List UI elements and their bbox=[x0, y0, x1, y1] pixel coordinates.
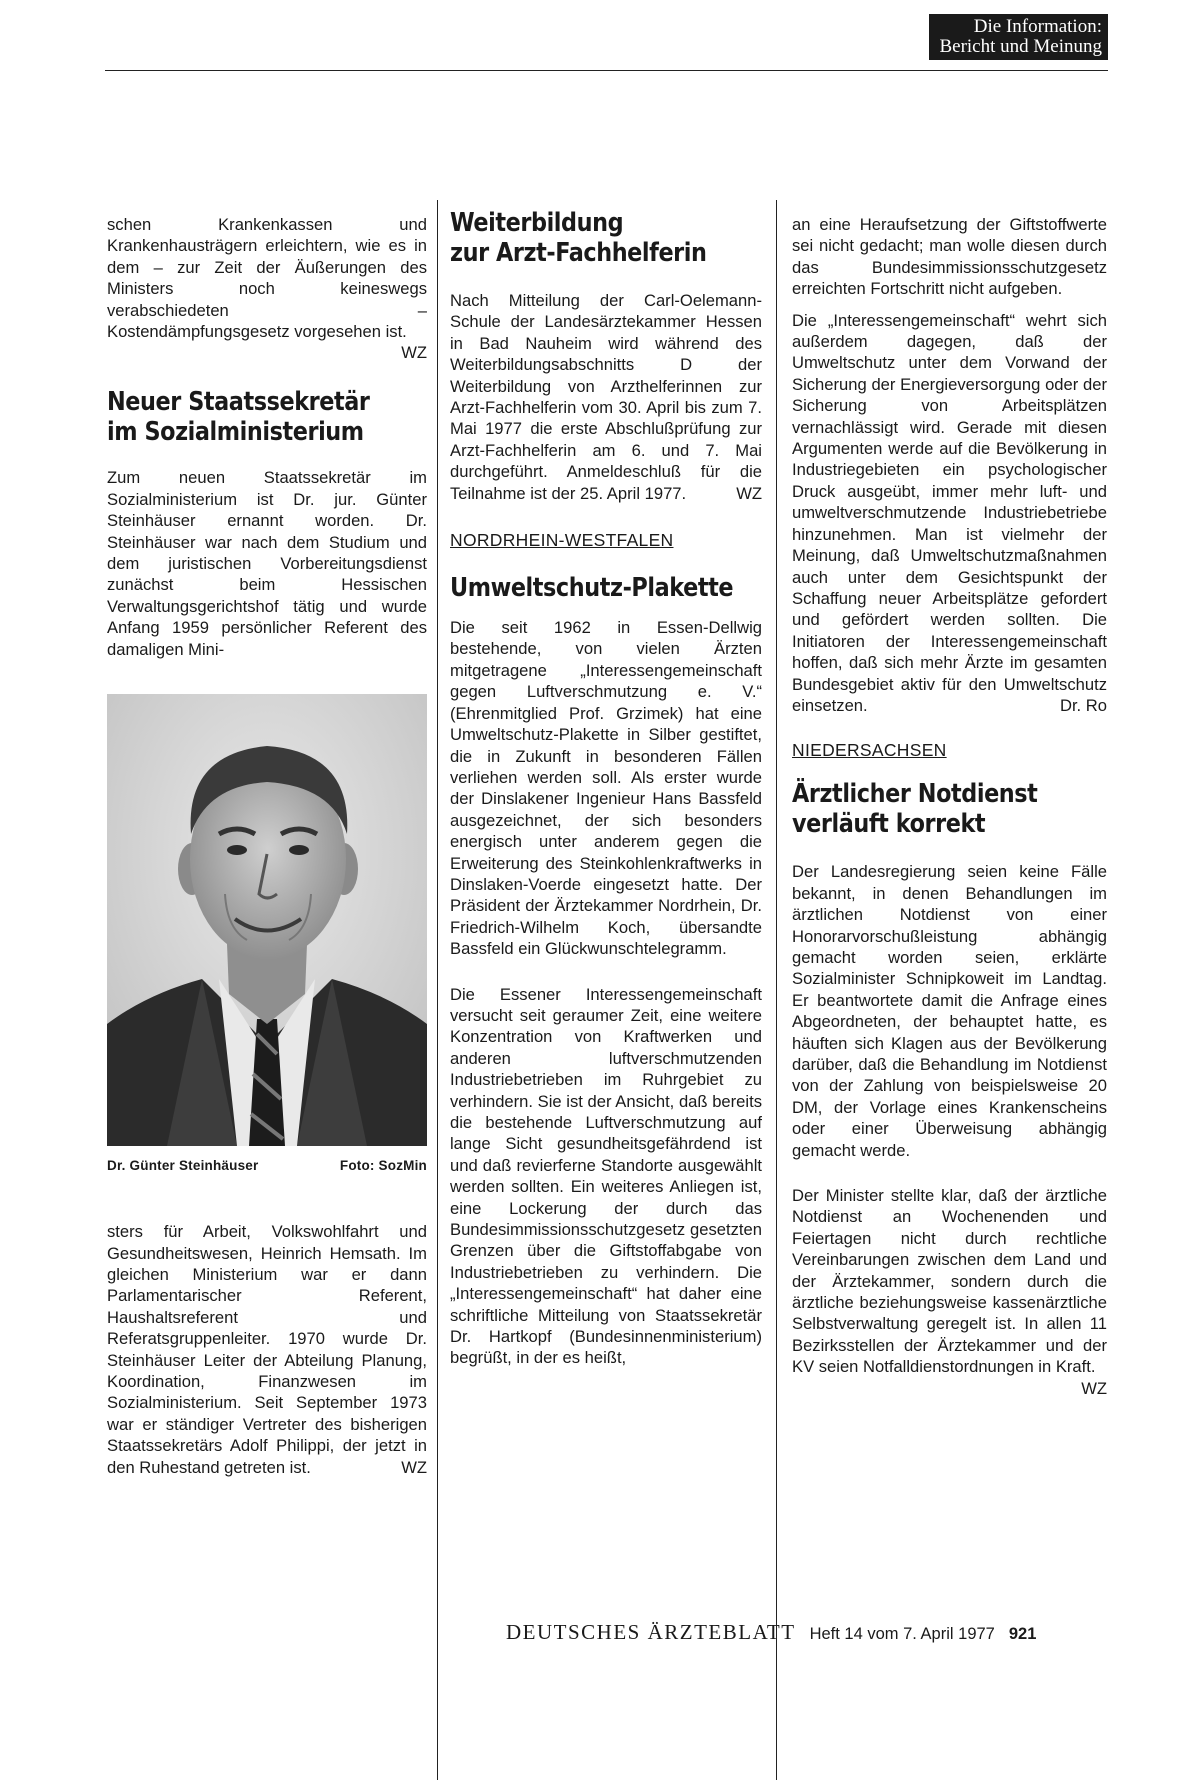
author-signature: WZ bbox=[736, 483, 762, 503]
photo-credit: Foto: SozMin bbox=[339, 1158, 427, 1174]
portrait-photo bbox=[107, 694, 427, 1146]
article-title: Neuer Staatssekretär im Sozialministerium bbox=[107, 387, 370, 448]
article-title: Umweltschutz-Plakette bbox=[450, 573, 734, 604]
article-paragraph: Die Essener Interessengemeinschaft versucht seit geraumer Zeit, eine weitere Konzentration von Kraftwerken und anderen luftverschmutzenden Industriebetrieben im Ruhrgebiet zu verhindern. Sie ist der Ansicht, daß bereits die bestehende Luftverschmutzung auf lange Sicht gesundheitsgefährdend ist und daß revierferne Standorte ausgewählt werden sollten. Ein weiteres Anliegen ist, eine Lockerung der durch das Bundesimmissionsschutzgesetz gesetzten Grenzen über die Giftstoffabgabe von Industriebetrieben zu verhindern. Die „Interessengemeinschaft“ hat daher eine schriftliche Mitteilung von Staatssekretär Dr. Hartkopf (Bundesinnenministerium) begrüßt, in der es heißt, bbox=[450, 984, 762, 1368]
article-notdienst bbox=[792, 779, 1107, 1398]
column-3 bbox=[792, 214, 1107, 1399]
column-2 bbox=[450, 208, 762, 1369]
article-staatssekretaer bbox=[107, 387, 427, 1478]
article-paragraph: sters für Arbeit, Volkswohlfahrt und Gesundheitswesen, Heinrich Hemsath. Im gleichen Ministerium war er dann Parlamentarischer Referent, Haushaltsreferent und Referatsgruppenleiter. 1970 wurde Dr. Steinhäuser Leiter der Abteilung Planung, Koordination, Finanzwesen im Sozialministerium. Seit September 1973 war er ständiger Vertreter des bisherigen Staatssekretärs Adolf Philippi, der jetzt in den Ruhestand getreten ist. WZ bbox=[107, 1222, 427, 1477]
article-paragraph: Nach Mitteilung der Carl-Oelemann-Schule der Landesärztekammer Hessen in Bad Nauheim wird während des Weiterbildungsabschnitts D der Weiterbildung von Arzthelferinnen zur Arzt-Fachhelferin vom 30. April bis zum 7. Mai 1977 die erste Abschlußprüfung zur Arzt-Fachhelferin am 6. und 7. Mai durchgeführt. Anmeldeschluß für die Teilnahme ist der 25. April 1977. WZ bbox=[450, 291, 762, 503]
column-divider-2 bbox=[776, 200, 777, 1780]
region-heading: NIEDERSACHSEN bbox=[792, 740, 947, 761]
column-1 bbox=[107, 214, 427, 1478]
article-umweltschutz bbox=[450, 573, 762, 1369]
article-paragraph: Der Minister stellte klar, daß der ärztliche Notdienst an Wochenenden und Feiertagen nicht durch rechtliche Vereinbarungen zwischen dem Land und der Ärztekammer, sondern durch die ärztliche beziehungsweise kassenärztliche Selbstverwaltung geregelt ist. In allen 11 Bezirksstellen der Ärztekammer und der KV seien Notfalldienstordnungen in Kraft. WZ bbox=[792, 1186, 1107, 1398]
photo-caption-name: Dr. Günter Steinhäuser bbox=[107, 1158, 259, 1174]
article-paragraph: Der Landesregierung seien keine Fälle bekannt, in denen Behandlungen im ärztlichen Notdienst von einer Honorarvorschußleistung abhängig gemacht worden seien, erklärte Sozialminister Schnipkoweit im Landtag. Er beantwortete damit die Anfrage eines Abgeordneten, der behauptet hatte, es häuften sich Klagen aus der Bevölkerung darüber, daß die Behandlung im Notdienst von der Zahlung von beispielsweise 20 DM, der Vorlage eines Krankenscheins oder einer Überweisung abhängig gemacht werde. bbox=[792, 862, 1107, 1160]
page-footer bbox=[506, 1620, 1104, 1645]
journal-name: DEUTSCHES ÄRZTEBLATT bbox=[506, 1620, 796, 1644]
author-signature: WZ bbox=[401, 1457, 427, 1477]
article-weiterbildung bbox=[450, 208, 762, 504]
top-rule bbox=[105, 70, 1108, 71]
issue-info: Heft 14 vom 7. April 1977 bbox=[809, 1625, 995, 1643]
continuation-text: schen Krankenkassen und Krankenhausträgern erleichtern, wie es in dem – zur Zeit der Äußerungen des Ministers noch keineswegs verabschiedeten – Kostendämpfungsgesetz vorgesehen ist. WZ bbox=[107, 215, 427, 363]
portrait-image bbox=[107, 694, 427, 1146]
author-signature: Dr. Ro bbox=[1059, 695, 1107, 715]
column-divider-1 bbox=[437, 200, 438, 1780]
continuation-text: an eine Heraufsetzung der Giftstoffwerte sei nicht gedacht; man wolle diesen durch das Bundesimmissionsschutzgesetz erreichten Fortschritt nicht aufgeben. bbox=[792, 215, 1107, 299]
section-tag-line1: Die Information: bbox=[973, 16, 1102, 37]
photo-caption bbox=[107, 1158, 427, 1173]
article-paragraph: Die „Interessengemeinschaft“ wehrt sich außerdem dagegen, daß der Umweltschutz unter dem Vorwand der Sicherung der Energieversorgung oder der Sicherung von Arbeitsplätzen vernachlässigt wird. Gerade mit diesen Argumenten werde auf die Bevölkerung in Industriegebieten ein psychologischer Druck ausgeübt, immer mehr luft- und umweltverschmutzende Industriebetriebe hinzunehmen. Man ist vielmehr der Meinung, daß Umweltschutzmaßnahmen auch unter dem Gesichtspunkt der Schaffung neuer Arbeitsplätze gefordert und gefördert werden sollten. Die Initiatoren der Interessengemeinschaft hoffen, daß sich mehr Ärzte im gesamten Bundesgebiet aktiv für den Umweltschutz einsetzen. Dr. Ro bbox=[792, 310, 1107, 715]
section-tag bbox=[929, 14, 1108, 60]
page-number: 921 bbox=[1008, 1625, 1037, 1643]
article-paragraph: Zum neuen Staatssekretär im Sozialministerium ist Dr. jur. Günter Steinhäuser ernannt worden. Dr. Steinhäuser war nach dem Studium und dem juristischen Vorbereitungsdienst zunächst beim Hessischen Verwaltungsgerichtshof tätig und wurde Anfang 1959 persönlicher Referent des damaligen Mini- bbox=[107, 468, 427, 659]
author-signature: WZ bbox=[401, 343, 427, 363]
section-tag-line2: Bericht und Meinung bbox=[939, 36, 1102, 57]
author-signature: WZ bbox=[1081, 1378, 1107, 1398]
article-paragraph: Die seit 1962 in Essen-Dellwig bestehende, von vielen Ärzten mitgetragene „Interessengemeinschaft gegen Luftverschmutzung e. V.“ (Ehrenmitglied Prof. Grzimek) hat eine Umweltschutz-Plakette in Silber gestiftet, die in Zukunft in besonderen Fällen verliehen werden soll. Als erster wurde der Dinslakener Ingenieur Hans Bassfeld ausgezeichnet, der sich besonders energisch unter anderem gegen die Erweiterung des Steinkohlenkraftwerks in Dinslaken-Voerde eingesetzt hatte. Der Präsident der Ärztekammer Nordrhein, Dr. Friedrich-Wilhelm Koch, übersandte Bassfeld ein Glückwunschtelegramm. bbox=[450, 618, 762, 959]
article-title: Weiterbildung zur Arzt-Fachhelferin bbox=[450, 208, 707, 268]
region-heading: NORDRHEIN-WESTFALEN bbox=[450, 530, 674, 551]
article-title: Ärztlicher Notdienst verläuft korrekt bbox=[792, 779, 1038, 840]
